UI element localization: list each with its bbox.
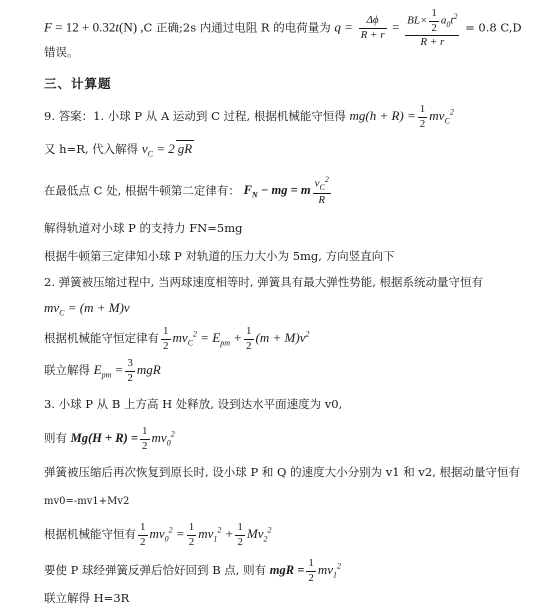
charge-formula: q = [334, 19, 353, 35]
fraction-bl: BL× $\frac{1}{2}$ $a_0t^2$ R + r [407, 7, 458, 49]
momentum-formula: $mv_C = (m + M)v$ [44, 300, 130, 318]
rebound-intro-text: 弹簧被压缩后再次恢复到原长时, 设小球 P 和 Q 的速度大小分别为 v1 和 v2, 根据动量守恒有 [44, 465, 520, 479]
energy2-line: 根据机械能守恒有 $\frac{1}{2}$ $mv_0^2$ = $\frac{1}{2}$ $mv_1^2$ + $\frac{1}{2}$ $Mv_2^2$ [44, 521, 272, 548]
charge-text: C 正确;2s 内通过电阻 R 的电荷量为 [143, 20, 331, 35]
part2-intro-text: 2. 弹簧被压缩过程中, 当两球速度相等时, 弹簧具有最大弹性势能, 根据系统动量守恒有 [44, 275, 484, 289]
q9-answer-line: 9. 答案：1. 小球 P 从 A 运动到 C 过程, 根据机械能守恒得 mg(h + R) = $\frac{1}{2}$ $mv_C^2$ [44, 103, 454, 130]
energy2-formula: $mv_0^2$ = [149, 525, 185, 544]
solve-vc-line: 又 h=R, 代入解得 $v_C = 2$ gR [44, 141, 193, 159]
return-formula: mgR = [269, 563, 305, 578]
epm-formula: $E_{pm}$ = [93, 362, 124, 380]
section-title: 三、计算题 [44, 76, 112, 91]
energy-formula: $mv_C^2 = E_{pm}$ + [172, 329, 243, 348]
part3-intro-text: 3. 小球 P 从 B 上方高 H 处释放, 设到达水平面速度为 v0, [44, 397, 343, 411]
energy-conservation-formula: mg(h + R) = [349, 108, 416, 124]
newton2-formula: $F_N$ − mg = m [243, 183, 311, 200]
solve-epm-line: 联立解得 $E_{pm}$ = $\frac{3}{2}$ mgR [44, 357, 161, 384]
vc-formula: $v_C = 2$ gR [141, 141, 193, 159]
continuation-text: 错误。 [44, 45, 79, 59]
final-text: 联立解得 H=3R [44, 591, 130, 605]
charge-result: = 0.8 C,D [465, 20, 522, 35]
fraction-dphi: $\frac{\Delta\phi}{R + r}$ [360, 14, 385, 41]
energy-line: 根据机械能守恒定律有 $\frac{1}{2}$ $mv_C^2 = E_{pm}$ + $\frac{1}{2}$ $(m + M)v^2$ [44, 325, 310, 352]
then-line: 则有 Mg(H + R) = $\frac{1}{2}$ $mv_0^2$ [44, 425, 175, 452]
newton2-line: 在最低点 C 处, 根据牛顿第二定律有： $F_N$ − mg = m $\frac{v_C^2}{R}$ [44, 175, 329, 207]
pressure-text: 根据牛顿第三定律知小球 P 对轨道的压力大小为 5mg, 方向竖直向下 [44, 249, 395, 263]
return-line: 要使 P 球经弹簧反弹后恰好回到 B 点, 则有 mgR = $\frac{1}{2}$ $mv_1^2$ [44, 557, 342, 584]
force-formula: F [44, 19, 52, 35]
drop-energy-formula: Mg(H + R) = [70, 431, 139, 446]
support-force-text: 解得轨道对小球 P 的支持力 FN=5mg [44, 221, 243, 235]
charge-equation-line: F = 12 + 0.32t(N) ,C 正确;2s 内通过电阻 R 的电荷量为 q = $\frac{\Delta\phi}{R + r}$ = BL× $\frac{1}{2}$ $a_0t^2$ R + r = 0.8 C,D [44, 7, 522, 49]
momentum-eq-text: mv0=-mv1+Mv2 [44, 496, 130, 507]
